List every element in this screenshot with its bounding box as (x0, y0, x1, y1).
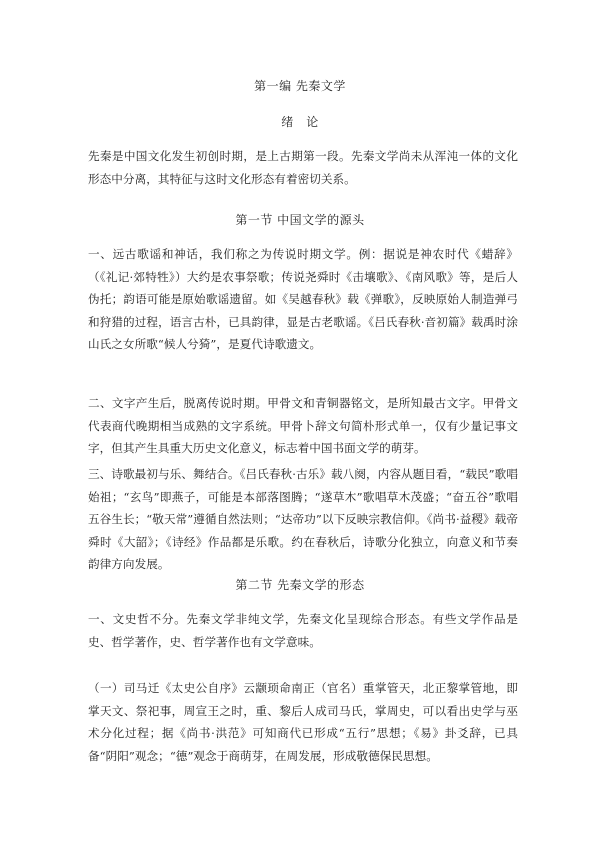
section-2-paragraph-2: （一）司马迁《太史公自序》云颛顼命南正（官名）重掌管天，北正黎掌管地，即掌天文、祭祀事，周宣王之时，重、黎后人成司马氏，掌周史，可以看出史学与巫术分化过程；据《尚书·洪范》可知商代已形成“五行”思想；《易》卦爻辞，已具备“阴阳”观念；“德”观念于商萌芽，在周发展，形成敬德保民思想。 (88, 681, 518, 763)
section-1-title: 第一节 中国文学的源头 (235, 213, 365, 227)
intro-paragraph: 先秦是中国文化发生初创时期，是上古期第一段。先秦文学尚未从浑沌一体的文化形态中分离，其特征与这时文化形态有着密切关系。 (88, 149, 518, 186)
intro-title: 绪 论 (281, 115, 319, 129)
section-1-paragraph-3: 三、诗歌最初与乐、舞结合。《吕氏春秋·古乐》载八阕，内容从题目看，“载民”歌唱始祖；“玄鸟”即燕子，可能是本部落图腾；“遂草木”歌唱草木茂盛；“奋五谷”歌唱五谷生长；“敬天常”遵循自然法则；“达帝功”以下反映宗教信仰。《尚书·益稷》载帝舜时《大韶》；《诗经》作品都是乐歌。约在春秋后，诗歌分化独立，向意义和节奏韵律方向发展。 (88, 467, 518, 571)
section-2-paragraph-1: 一、文史哲不分。先秦文学非纯文学，先秦文化呈现综合形态。有些文学作品是史、哲学著作，史、哲学著作也有文学意味。 (88, 612, 518, 649)
section-1-paragraph-1: 一、远古歌谣和神话，我们称之为传说时期文学。例：据说是神农时代《蜡辞》（《礼记·郊特牲》）大约是农事祭歌；传说尧舜时《击壤歌》、《南风歌》等，是后人伪托；韵语可能是原始歌谣遗留。如《吴越春秋》载《弹歌》，反映原始人制造弹弓和狩猎的过程，语言古朴，已具韵律，显是古老歌谣。《吕氏春秋·音初篇》载禹时涂山氏之女所歌“候人兮猗”，是夏代诗歌遗文。 (88, 247, 518, 351)
section-1-paragraph-2: 二、文字产生后，脱离传说时期。甲骨文和青铜器铭文，是所知最古文字。甲骨文代表商代晚期相当成熟的文字系统。甲骨卜辞文句简朴形式单一，仅有少量记事文字，但其产生具重大历史文化意义，标志着中国书面文学的萌芽。 (88, 396, 518, 455)
section-2-title: 第二节 先秦文学的形态 (235, 578, 365, 592)
part-title: 第一编 先秦文学 (254, 79, 346, 93)
